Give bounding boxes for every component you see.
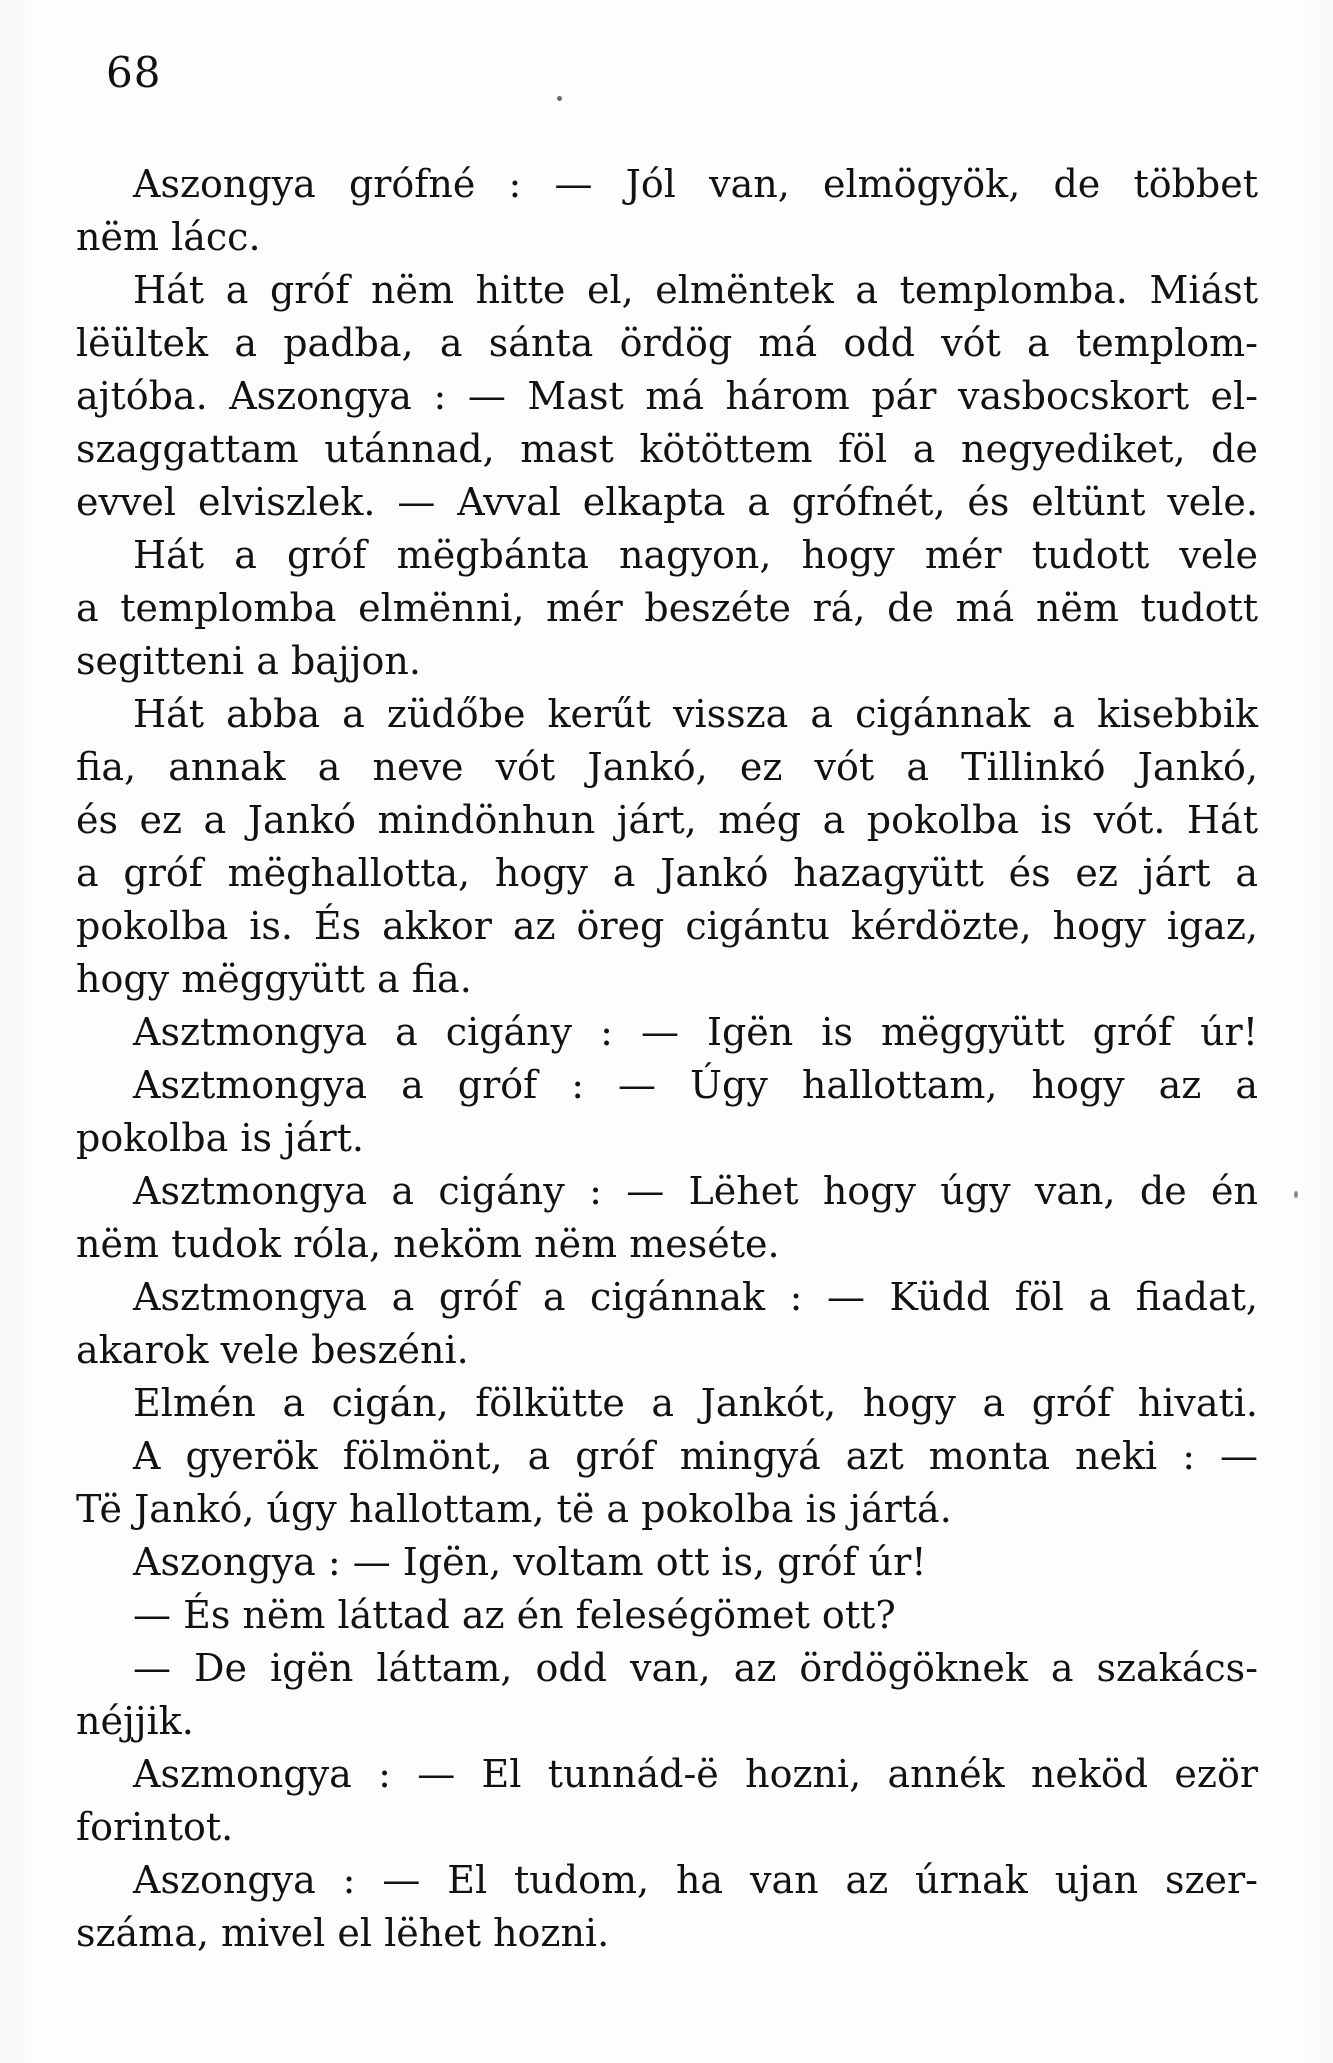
text-line: nëm lácc.	[76, 215, 261, 259]
text-line: fia, annak a neve vót Jankó, ez vót a Tillinkó Jankó,	[76, 745, 1258, 789]
text-line: Aszmongya : — El tunnád-ë hozni, annék neköd ezör	[133, 1752, 1258, 1796]
text-line: a templomba elmënni, mér beszéte rá, de má nëm tudott	[76, 586, 1258, 630]
text-line: evvel elviszlek. — Avval elkapta a grófnét, és eltünt vele.	[76, 480, 1258, 524]
scan-speck	[1294, 1191, 1298, 1198]
text-line: és ez a Jankó mindönhun járt, még a pokolba is vót. Hát	[76, 798, 1258, 842]
text-line: Hát abba a züdőbe kerűt vissza a cigánnak a kisebbik	[133, 692, 1258, 736]
text-line: Aszongya : — Igën, voltam ott is, gróf úr!	[133, 1540, 927, 1584]
text-line: pokolba is járt.	[76, 1116, 365, 1160]
text-line: szaggattam utánnad, mast kötöttem föl a negyediket, de	[76, 427, 1258, 471]
text-line: pokolba is. És akkor az öreg cigántu kérdözte, hogy igaz,	[76, 904, 1258, 948]
text-line: a gróf mëghallotta, hogy a Jankó hazagyütt és ez járt a	[76, 851, 1258, 895]
text-line: nëm tudok róla, neköm nëm meséte.	[76, 1222, 780, 1266]
text-line: Asztmongya a cigány : — Lëhet hogy úgy van, de én	[133, 1169, 1258, 1213]
text-line: Të Jankó, úgy hallottam, të a pokolba is jártá.	[76, 1487, 952, 1531]
text-line: Asztmongya a cigány : — Igën is mëggyütt gróf úr!	[133, 1010, 1258, 1054]
text-line: akarok vele beszéni.	[76, 1328, 469, 1372]
text-line: lëültek a padba, a sánta ördög má odd vót a templom-	[76, 321, 1258, 365]
text-block	[76, 158, 1258, 1960]
page-number: 68	[106, 48, 162, 97]
text-line: száma, mivel el lëhet hozni.	[76, 1911, 610, 1955]
text-line: hogy mëggyütt a fia.	[76, 957, 472, 1001]
text-line: A gyerök fölmönt, a gróf mingyá azt monta neki : —	[133, 1434, 1258, 1478]
text-line: Elmén a cigán, fölkütte a Jankót, hogy a gróf hivati.	[133, 1381, 1258, 1425]
text-line: — És nëm láttad az én feleségömet ott?	[133, 1593, 896, 1637]
text-line: segitteni a bajjon.	[76, 639, 421, 683]
text-line: Asztmongya a gróf a cigánnak : — Küdd föl a fiadat,	[133, 1275, 1258, 1319]
scan-speck	[557, 96, 562, 101]
text-line: Hát a gróf nëm hitte el, elmëntek a templomba. Miást	[133, 268, 1258, 312]
text-line: néjjik.	[76, 1699, 194, 1743]
text-line: forintot.	[76, 1805, 234, 1849]
text-line: — De igën láttam, odd van, az ördögöknek a szakács-	[133, 1646, 1258, 1690]
text-line: Aszongya : — El tudom, ha van az úrnak ujan szer-	[133, 1858, 1258, 1902]
text-line: Hát a gróf mëgbánta nagyon, hogy mér tudott vele	[133, 533, 1258, 577]
text-line: ajtóba. Aszongya : — Mast má három pár vasbocskort el-	[76, 374, 1258, 418]
text-line: Asztmongya a gróf : — Úgy hallottam, hogy az a	[133, 1063, 1258, 1107]
text-line: Aszongya grófné : — Jól van, elmögyök, de többet	[133, 162, 1258, 206]
